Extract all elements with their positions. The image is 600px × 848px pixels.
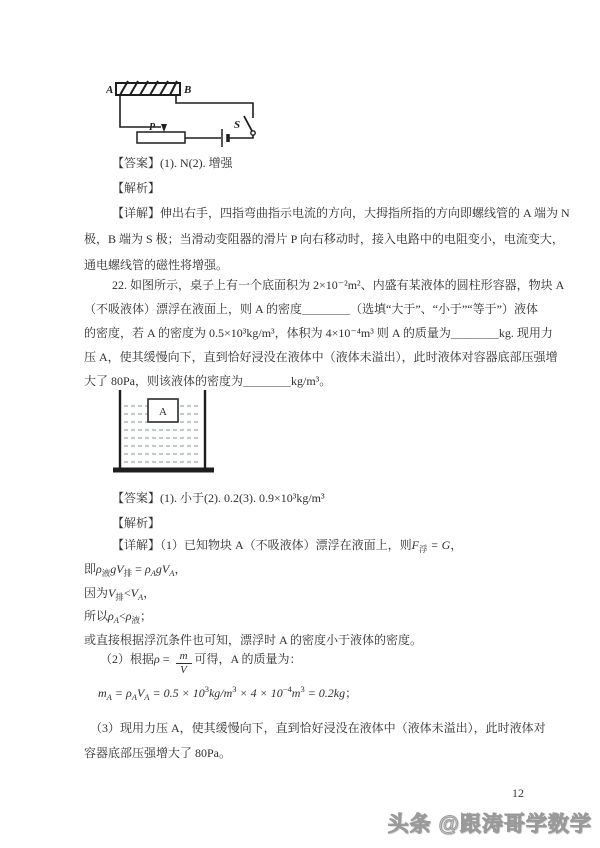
wire-right [176,95,253,118]
q22-answer-line: 【答案】(1). 小于(2). 0.2(3). 0.9×10³kg/m³ [112,491,325,505]
text-run: 所以 [84,609,109,623]
text-run: 【详解】（1）已知物块 A（不吸液体）漂浮在液面上，则 [112,538,412,552]
text-run: ρ [154,652,160,666]
block-a-label: A [159,406,167,418]
q22-alternative-reasoning [84,631,422,649]
text-run: 液 [101,568,111,578]
text-run: m [98,686,107,700]
text-run: 浮 [419,544,428,554]
q22-detail-part3-line-2 [84,744,231,762]
text-run: ， [174,562,187,576]
text-run: kg/m [208,686,233,700]
text-run: A [106,692,112,702]
text-line: 的密度，若 A 的密度为 0.5×10³kg/m³，体积为 4×10⁻⁴m³ 则 A 的质量为＿＿＿＿kg. 现用力 [84,326,553,340]
text-line: 大了 80Pa，则该液体的密度为＿＿＿＿kg/m³。 [84,374,332,388]
text-run: （2）根据 [100,652,155,666]
text-run: 3 [204,684,209,694]
text-run: = 0.5 × 10 [149,686,205,700]
text-run: ； [345,686,358,700]
q22-detail-part3-line-1 [84,719,546,737]
beaker-diagram [112,387,217,482]
slider-p-label: P [149,122,156,133]
text-run: 3 [232,684,237,694]
text-run: 可得，A 的质量为： [194,652,302,666]
page-number: 12 [512,786,524,800]
text-run: 因为 [84,586,109,600]
text-run: 或直接根据浮沉条件也可知，漂浮时 A 的密度小于液体的密度。 [84,633,423,647]
q21-analysis-label: 【解析】 [112,181,161,195]
wire-bottom-right [229,135,253,138]
text-line: 22. 如图所示，桌子上有一个底面积为 2×10⁻²m²、内盛有某液体的圆柱形容器，物块 A [112,278,565,292]
battery [222,129,228,147]
text-run: V [108,586,116,600]
text-line: 通电螺线管的磁性将增强。 [84,258,229,272]
text-run: m [291,686,301,700]
text-run: 即 [84,562,97,576]
q22-equation-density-compare [84,607,152,625]
text-run: V [136,686,145,700]
text-run: A [169,568,175,578]
switch [244,116,255,135]
text-run: = 0.2kg [304,686,346,700]
text-line: 压 A，使其缓慢向下，直到恰好浸没在液体中（液体未溢出），此时液体对容器底部压强增 [84,350,558,364]
q22-equation-volume-compare [84,584,155,602]
q21-answer-line: 【答案】(1). N(2). 增强 [112,156,233,170]
q22-density-formula-line [84,650,302,677]
text-run: ρ [96,562,102,576]
text-run: ρ [125,686,132,700]
text-run: < [123,586,131,600]
text-run: G [441,538,451,552]
text-run: F [411,538,420,552]
slider-arrow [161,124,167,132]
rheostat [137,132,185,143]
solenoid-end-a-label: A [106,84,114,96]
text-run: 排 [123,568,133,578]
text-run: A [150,568,156,578]
q22-analysis-label: 【解析】 [112,516,161,530]
text-run: ， [450,538,463,552]
text-run: A [131,692,137,702]
text-run: = [111,686,126,700]
text-run: < [118,609,126,623]
q22-mass-calculation-line [84,684,357,702]
text-run: 3 [300,684,305,694]
q22-question-paragraph [84,273,564,393]
text-run: −4 [282,684,292,694]
q22-detail-line-1 [84,536,462,554]
text-line: 极，B 端为 S 极；当滑动变阻器的滑片 P 向右移动时，接入电路中的电阻变小，电流变大， [84,232,564,246]
text-run: 液 [131,615,141,625]
text-run: A [144,692,150,702]
text-run: ； [140,609,153,623]
text-run: × 4 × 10 [236,686,283,700]
switch-s-label: S [234,119,241,131]
text-run: ， [143,586,156,600]
text-run: 排 [115,592,124,602]
text-run: A [138,592,144,602]
text-run: ρ [108,609,114,623]
solenoid-end-b-label: B [184,84,192,96]
text-run: （3）现用力压 A，使其缓慢向下，直到恰好浸没在液体中（液体未溢出），此时液体对 [90,721,546,735]
q21-detail-paragraph [84,200,570,278]
text-run: = [132,562,145,576]
circuit-diagram [106,76,258,156]
q22-equation-buoyancy [84,560,186,578]
text-run: gV [110,562,124,576]
text-run: A [113,615,119,625]
text-run: = [427,538,442,552]
watermark-text: 头条 @跟涛哥学数学 [387,813,592,836]
text-run: 容器底部压强增大了 80Pa。 [84,746,232,760]
text-run: gV [155,562,170,576]
text-run: ρ [125,609,132,623]
text-run: V [130,586,138,600]
solenoid [116,81,180,95]
text-run: = [159,652,173,666]
text-line: （不吸液体）漂浮在液面上，则 A 的密度＿＿＿＿（选填“大于”、“小于”“等于”）液体 [84,302,538,316]
text-run: $\frac{m}{V}$ [176,650,192,677]
text-line: 【详解】伸出右手，四指弯曲指示电流的方向，大拇指所指的方向即螺线管的 A 端为 N [112,206,570,220]
text-run: ρ [144,562,151,576]
